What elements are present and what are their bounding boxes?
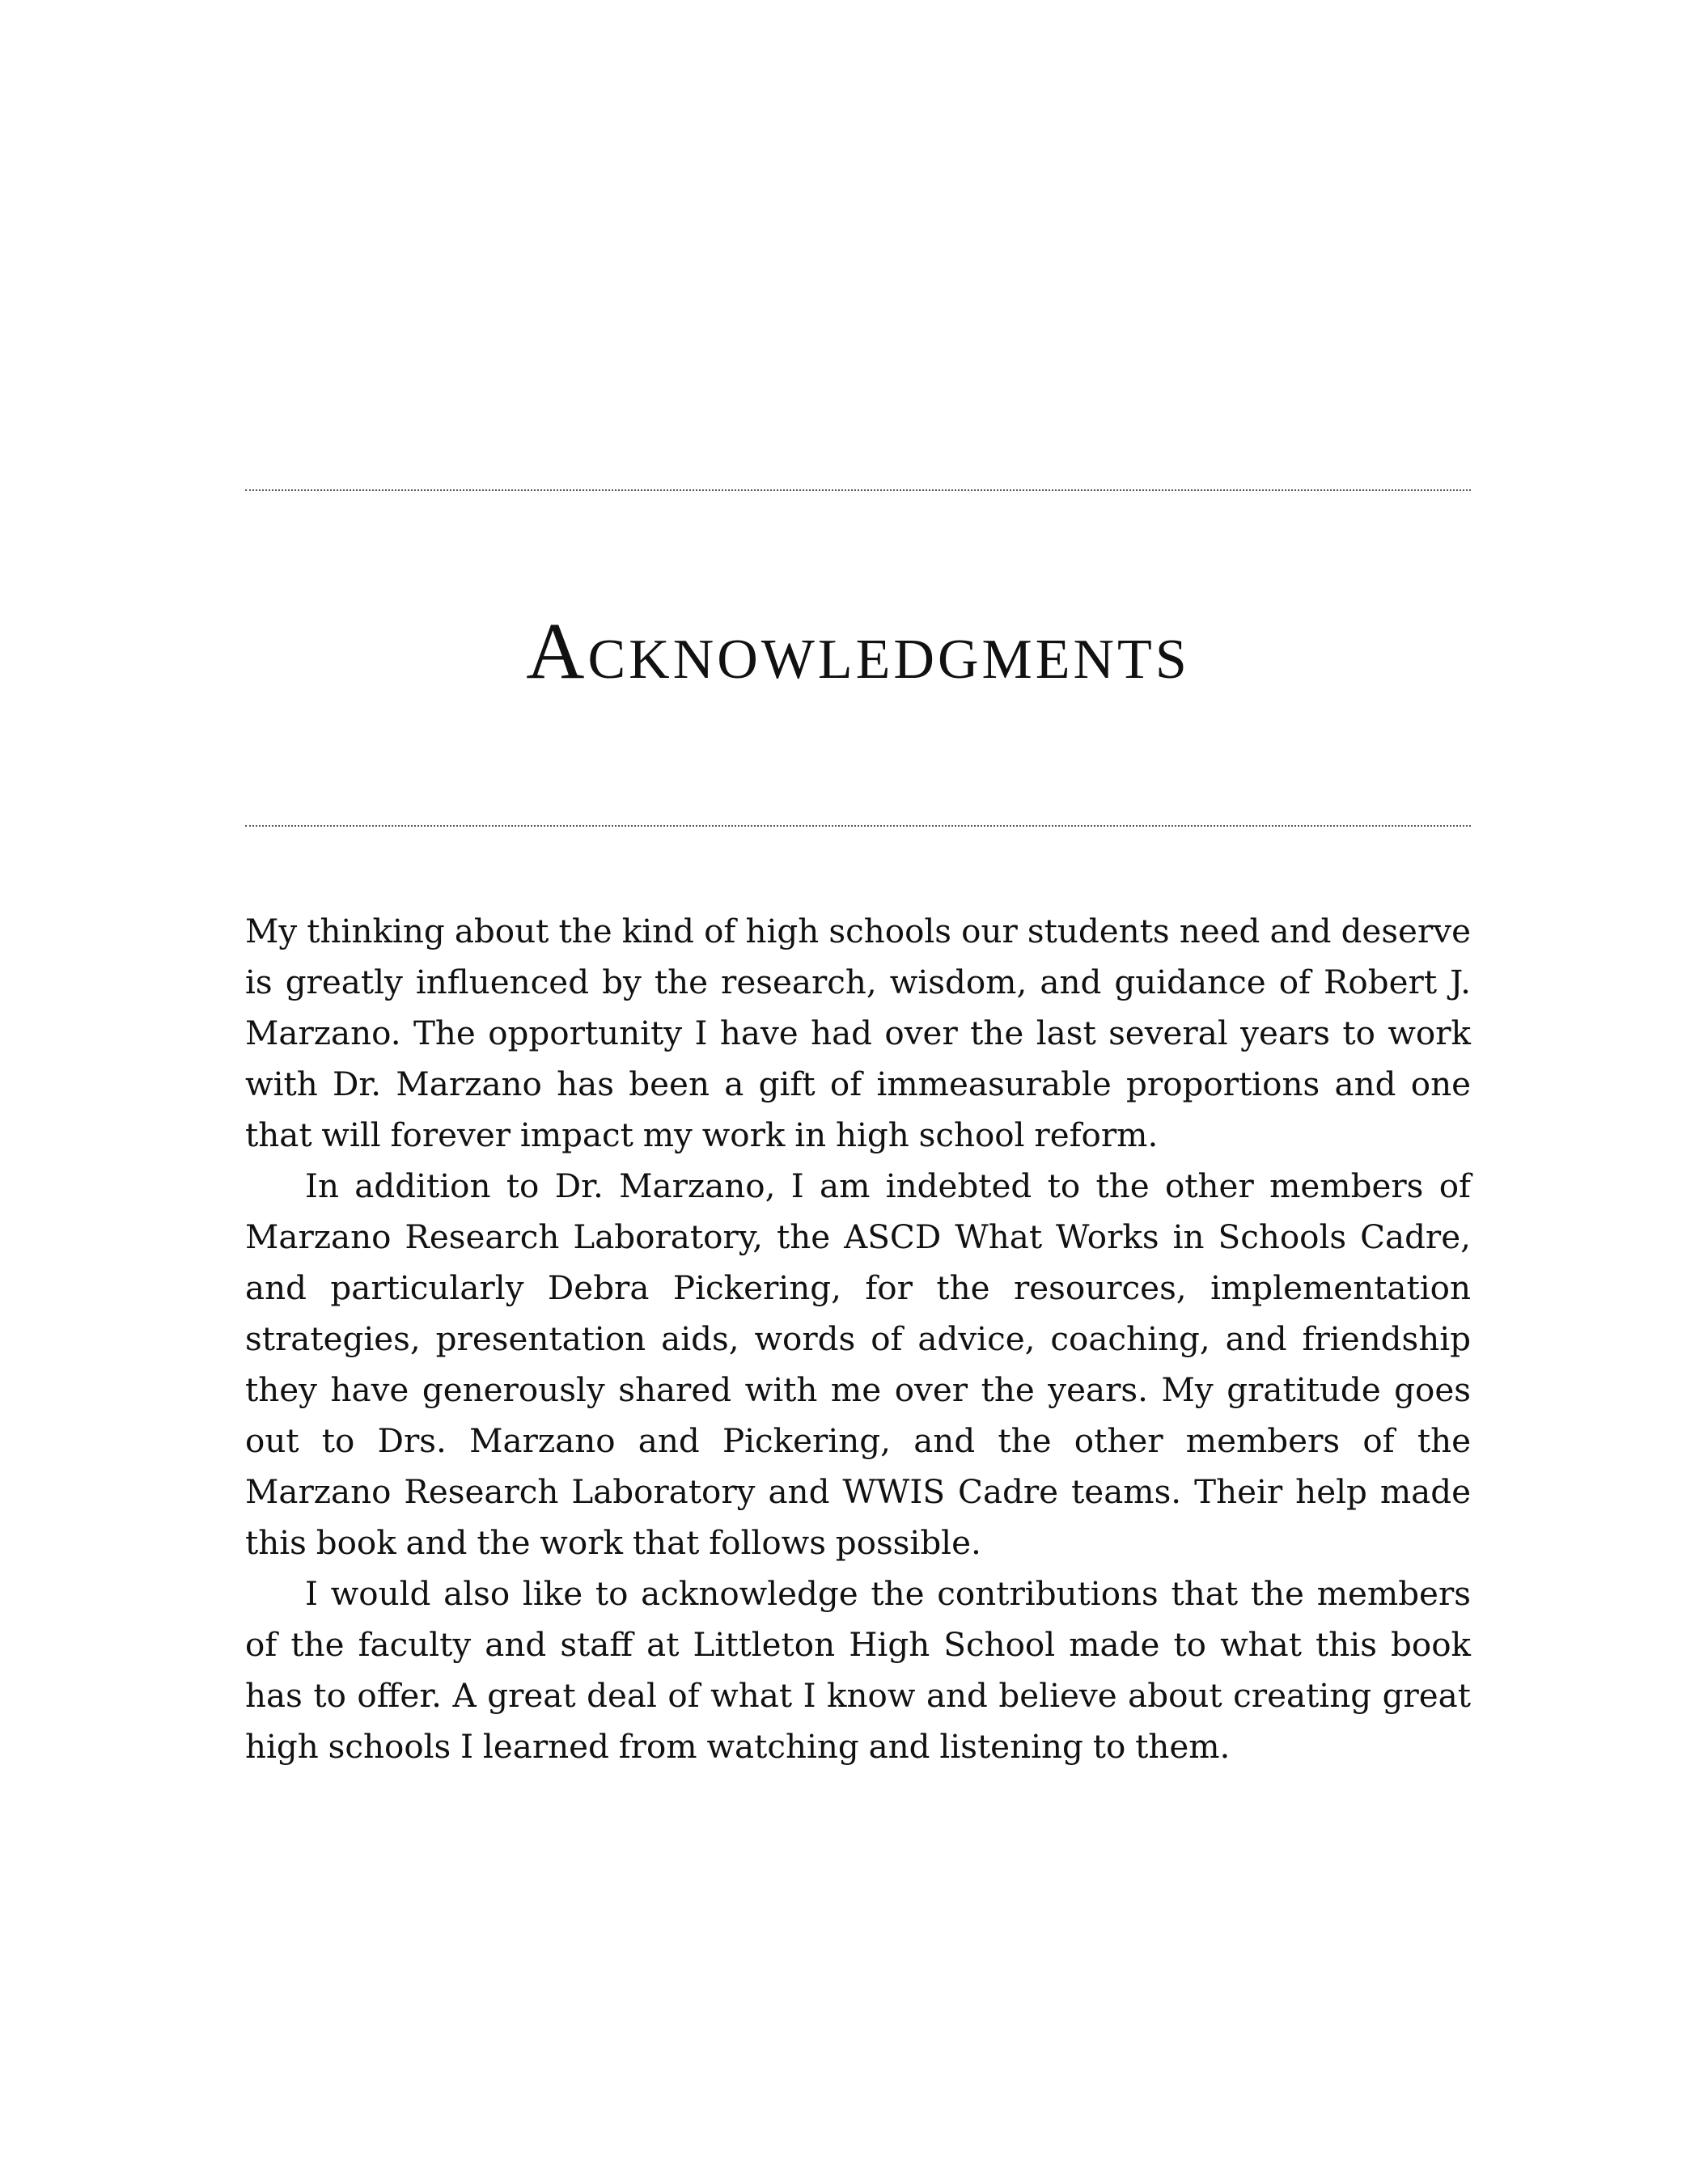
paragraph-1: My thinking about the kind of high schools our students need and deserve is greatly influenced by the research, wisdom, and guidance of Robert J. Marzano. The opportunity I have had over the last several years to work with Dr. Marzano has been a gift of immeasurable proportions and one that will forever impact my work in high school reform.	[245, 912, 1471, 1154]
acknowledgments-body	[245, 906, 1471, 1772]
top-divider	[245, 489, 1471, 491]
paragraph-2: In addition to Dr. Marzano, I am indebted to the other members of Marzano Research Laboratory, the ASCD What Works in Schools Cadre, and particularly Debra Pickering, for the resources, implementation strategies, presentation aids, words of advice, coaching, and friendship they have generously shared with me over the years. My gratitude goes out to Drs. Marzano and Pickering, and the other members of the Marzano Research Laboratory and WWIS Cadre teams. Their help made this book and the work that follows possible.	[245, 1166, 1471, 1562]
paragraph-3: I would also like to acknowledge the contributions that the members of the faculty and staff at Littleton High School made to what this book has to offer. A great deal of what I know and believe about creating great high schools I learned from watching and listening to them.	[245, 1574, 1471, 1766]
page-title: Acknowledgments	[526, 606, 1190, 696]
bottom-divider	[245, 825, 1471, 827]
